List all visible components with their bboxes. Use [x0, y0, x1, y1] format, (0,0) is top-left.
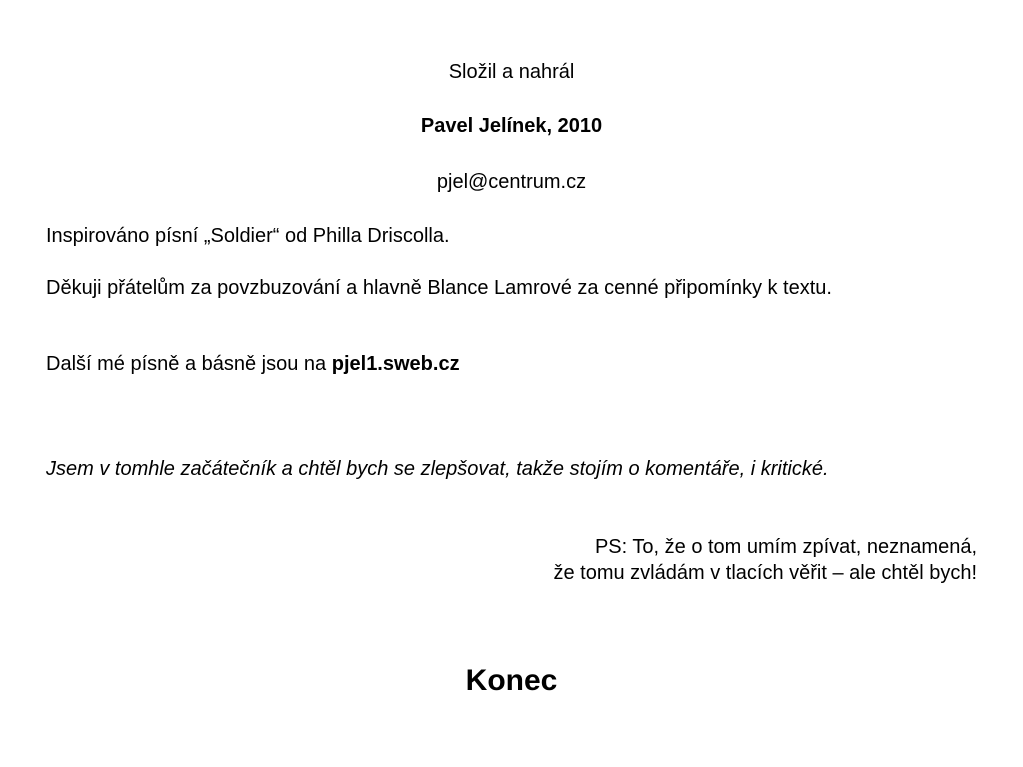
inspiration-note: Inspirováno písní „Soldier“ od Philla Driscolla.: [46, 225, 450, 247]
author-email: pjel@centrum.cz: [436, 171, 587, 193]
more-songs-line: [46, 352, 460, 376]
feedback-note: Jsem v tomhle začátečník a chtěl bych se zlepšovat, takže stojím o komentáře, i kritické.: [46, 458, 829, 480]
author-line: Pavel Jelínek, 2010: [420, 115, 603, 137]
end-title: Konec: [465, 664, 558, 697]
ps-line-1: PS: To, že o tom umím zpívat, neznamená,: [594, 536, 977, 558]
thanks-note: Děkuji přátelům za povzbuzování a hlavně Blance Lamrové za cenné připomínky k textu.: [46, 277, 832, 299]
ps-line-2: že tomu zvládám v tlacích věřit – ale chtěl bych!: [553, 562, 977, 584]
composed-by-line: Složil a nahrál: [448, 61, 575, 83]
more-songs-text: Další mé písně a básně jsou na: [46, 353, 332, 375]
website-link: pjel1.sweb.cz: [331, 353, 460, 375]
